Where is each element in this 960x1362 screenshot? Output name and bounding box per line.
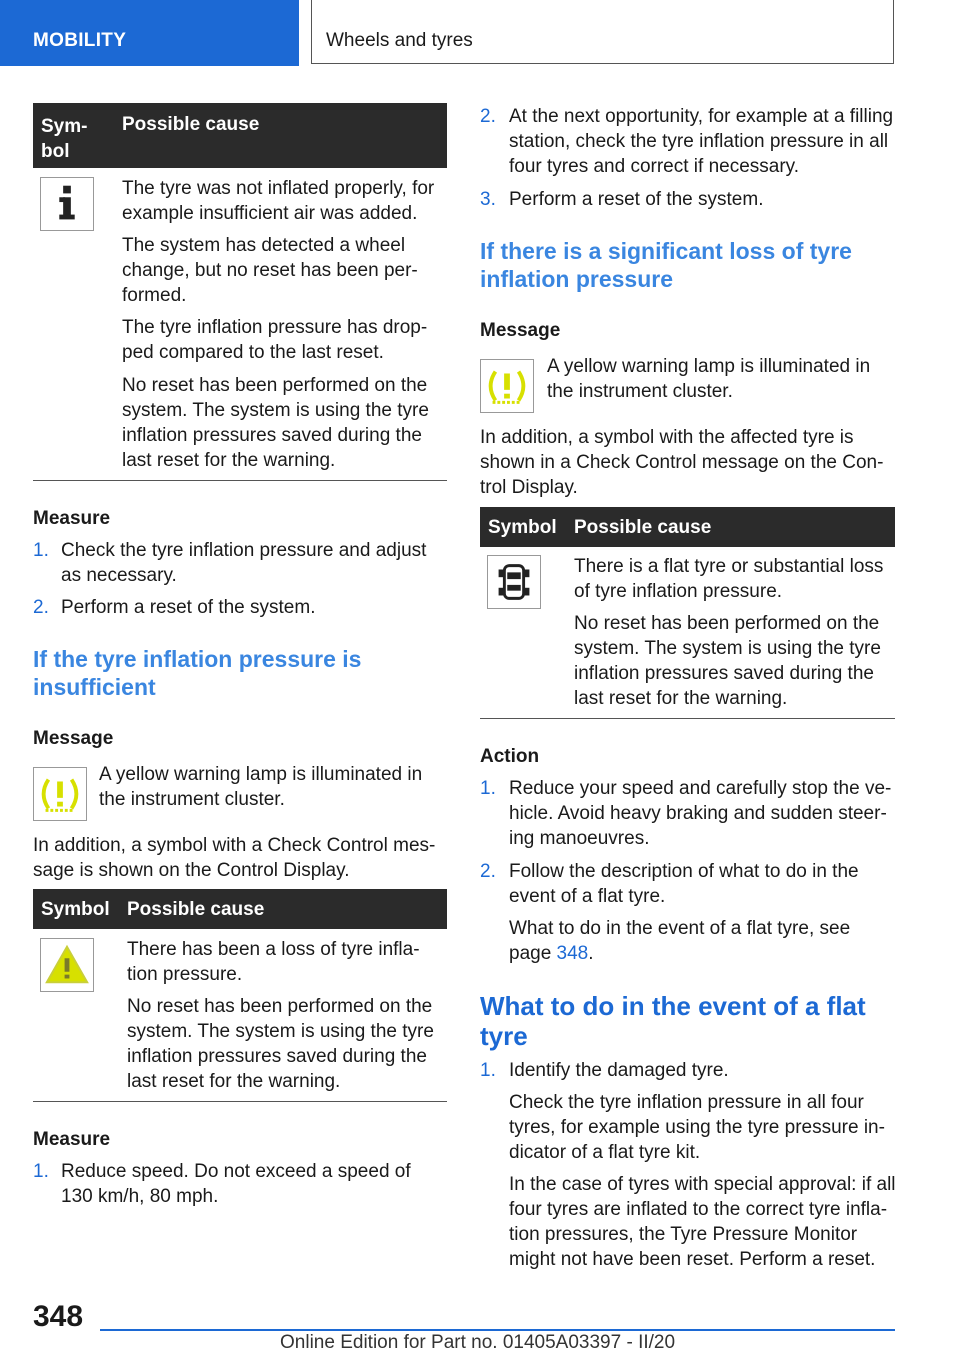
action-step1-number: 1.	[480, 778, 496, 799]
table3-cause-2: No reset has been performed on the system. The system is using the tyre inflation pressures saved during the last reset for the warning.	[574, 613, 881, 709]
table3-col-symbol: Symbol	[488, 517, 557, 538]
measure2-heading: Measure	[33, 1129, 111, 1150]
tyre-pressure-warning-icon	[33, 767, 87, 821]
table3-bottom-rule	[480, 718, 895, 719]
header-section: MOBILITY	[33, 30, 127, 51]
table1-col-symbol: Sym‐ bol	[41, 116, 88, 162]
header-section-tab	[0, 0, 299, 66]
measure1-step2-text: Perform a reset of the system.	[61, 597, 316, 618]
table3-cause-1: There is a flat tyre or substantial loss of tyre inflation pressure.	[574, 556, 884, 602]
insufficient-addition: In addition, a symbol with a Check Control mes‐ sage is shown on the Control Display.	[33, 835, 436, 881]
table1-cause-4: No reset has been performed on the system. The system is using the tyre inflation pressures saved during the last reset for the warning.	[122, 375, 429, 471]
insufficient-message-label: Message	[33, 728, 114, 749]
table1-cause-1: The tyre was not inflated properly, for example insufficient air was added.	[122, 178, 435, 224]
flat-step1-text: Identify the damaged tyre.	[509, 1060, 729, 1081]
action-heading: Action	[480, 746, 540, 767]
cont-step2-text: At the next opportunity, for example at a filling station, check the tyre inflation pressure in all four tyres and correct if necessary.	[509, 106, 894, 177]
flat-tyre-heading: What to do in the event of a flat tyre	[480, 991, 866, 1051]
table1-cause-2: The system has detected a wheel change, but no reset has been per‐ formed.	[122, 235, 418, 306]
table1-col-cause: Possible cause	[122, 114, 260, 135]
insufficient-lamp-text: A yellow warning lamp is illuminated in the instrument cluster.	[99, 764, 423, 810]
footer-rule	[100, 1329, 895, 1331]
action-step2-note-prefix: What to do in the event of a flat tyre, see page	[509, 918, 851, 964]
tyre-pressure-warning-icon	[480, 359, 534, 413]
flat-step1-number: 1.	[480, 1060, 496, 1081]
significant-message-label: Message	[480, 320, 561, 341]
info-icon	[40, 177, 94, 231]
measure1-step1-number: 1.	[33, 540, 49, 561]
measure1-step1-text: Check the tyre inflation pressure and adjust as necessary.	[61, 540, 427, 586]
action-step1-text: Reduce your speed and carefully stop the ve‐ hicle. Avoid heavy braking and sudden steer‐ ing manoeuvres.	[509, 778, 892, 849]
measure2-step1-text: Reduce speed. Do not exceed a speed of 130 km/h, 80 mph.	[61, 1161, 411, 1207]
table3-header	[480, 507, 895, 547]
significant-addition: In addition, a symbol with the affected tyre is shown in a Check Control message on the Con‐ trol Display.	[480, 427, 884, 498]
footer-edition: Online Edition for Part no. 01405A03397 - II/20	[280, 1332, 676, 1353]
table2-col-cause: Possible cause	[127, 899, 265, 920]
table2-bottom-rule	[33, 1101, 447, 1102]
action-step2-note	[509, 916, 897, 966]
measure1-heading: Measure	[33, 508, 111, 529]
flat-step1-para2: Check the tyre inflation pressure in all four tyres, for example using the tyre pressure in‐ dicator of a flat tyre kit.	[509, 1092, 885, 1163]
header-title: Wheels and tyres	[326, 30, 473, 51]
flat-step1-para3: In the case of tyres with special approval: if all four tyres are inflated to the correct tyre infla‐ tion pressures, the Tyre Pressure Monitor might not have been reset. Perform a reset.	[509, 1174, 896, 1270]
significant-heading: If there is a significant loss of tyre inflation pressure	[480, 238, 852, 292]
cont-step2-number: 2.	[480, 106, 496, 127]
table2-col-symbol: Symbol	[41, 899, 110, 920]
table1-cause-3: The tyre inflation pressure has drop‐ ped compared to the last reset.	[122, 317, 428, 363]
measure1-step2-number: 2.	[33, 597, 49, 618]
measure2-step1-number: 1.	[33, 1161, 49, 1182]
table1-header	[33, 103, 447, 168]
table3-col-cause: Possible cause	[574, 517, 712, 538]
table2-header	[33, 889, 447, 929]
header-title-box	[311, 0, 894, 64]
table2-cause-2: No reset has been performed on the system. The system is using the tyre inflation pressures saved during the last reset for the warning.	[127, 996, 434, 1092]
flat-tyre-car-icon	[487, 555, 541, 609]
significant-lamp-text: A yellow warning lamp is illuminated in the instrument cluster.	[547, 356, 871, 402]
warning-triangle-icon	[40, 938, 94, 992]
table1-bottom-rule	[33, 480, 447, 481]
action-step2-text: Follow the description of what to do in the event of a flat tyre.	[509, 861, 859, 907]
table2-cause-1: There has been a loss of tyre infla‐ tion pressure.	[127, 939, 420, 985]
cont-step3-text: Perform a reset of the system.	[509, 189, 764, 210]
page-number: 348	[33, 1300, 84, 1333]
action-step2-number: 2.	[480, 861, 496, 882]
insufficient-heading: If the tyre inflation pressure is insufficient	[33, 646, 362, 700]
cont-step3-number: 3.	[480, 189, 496, 210]
action-step2-note-suffix: .	[588, 943, 594, 964]
page-link[interactable]: 348	[556, 943, 589, 964]
